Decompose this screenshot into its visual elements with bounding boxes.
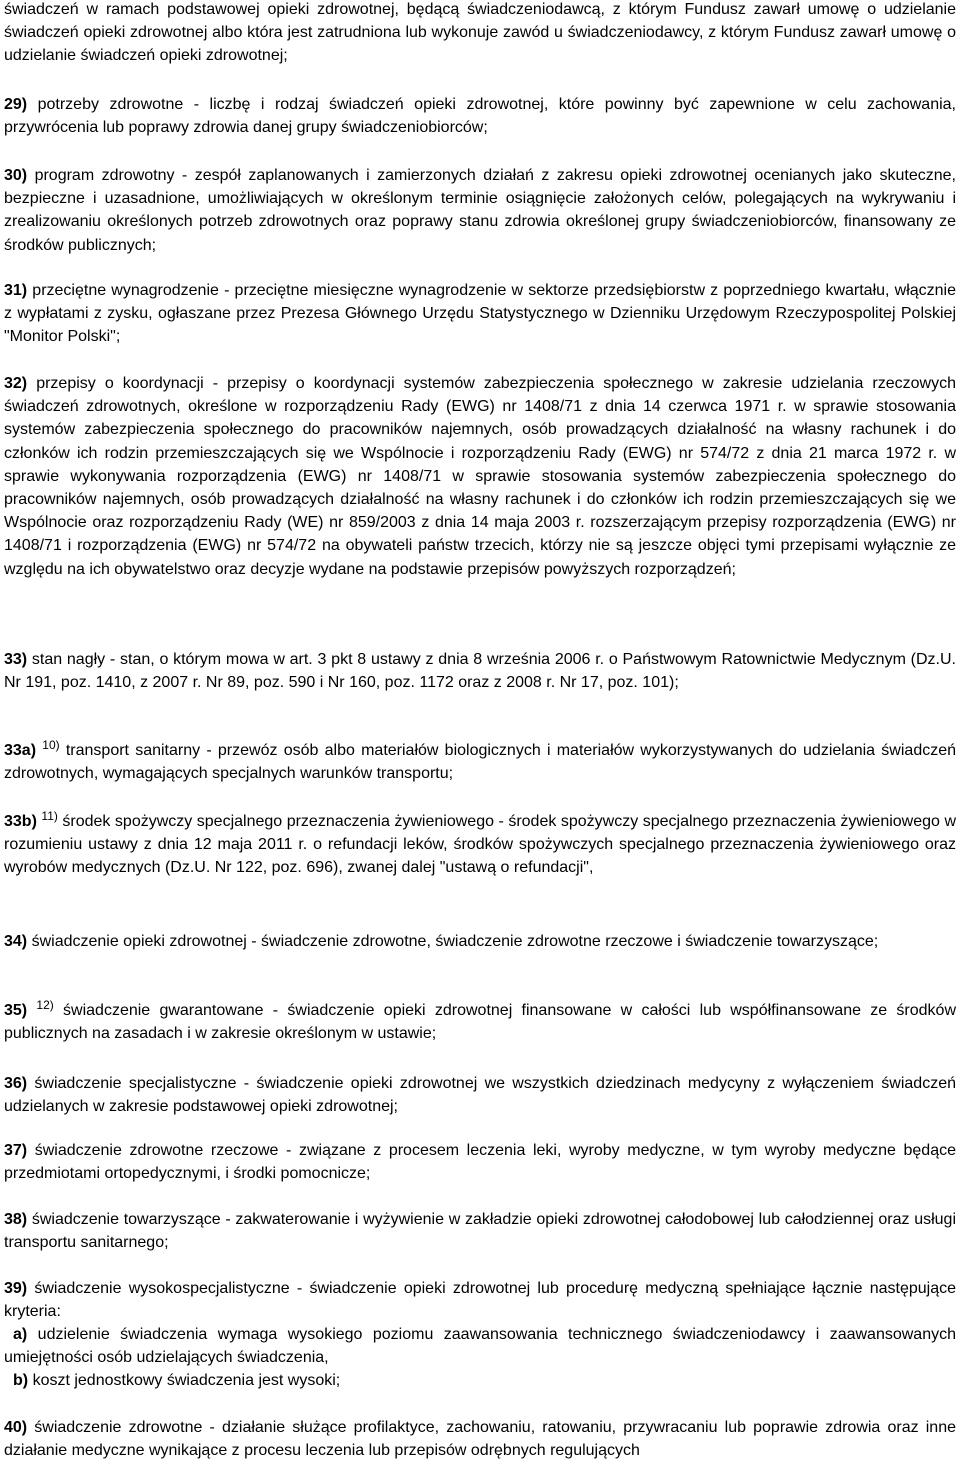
paragraph-intro: [4, 0, 956, 68]
item-number: 29): [4, 96, 28, 113]
paragraph-text: świadczeń w ramach podstawowej opieki zdrowotnej, będącą świadczeniodawcą, z którym Fundusz zawarł umowę o udzielanie świadczeń opieki zdrowotnej albo która jest zatrudniona lub wykonuje zawód u świadczeniodawcy, z którym Fundusz zawarł umowę o udzielanie świadczeń opieki zdrowotnej;: [4, 1, 956, 65]
item-number: 40): [4, 1419, 28, 1436]
paragraph-def-40: [4, 1416, 956, 1462]
paragraph-def-29: [4, 93, 956, 139]
paragraph-text: świadczenie opieki zdrowotnej - świadczenie zdrowotne, świadczenie zdrowotne rzeczowe i świadczenie towarzyszące;: [31, 933, 879, 950]
paragraph-text: świadczenie zdrowotne - działanie służące profilaktyce, zachowaniu, ratowaniu, przywracaniu lub poprawie zdrowia oraz inne działanie medyczne wynikające z procesu leczenia lub przepisów odrębnych regulujących: [4, 1419, 956, 1460]
paragraph-def-31: [4, 279, 956, 349]
paragraph-def-33b: [4, 810, 956, 880]
paragraph-def-38: [4, 1208, 956, 1254]
paragraph-text: program zdrowotny - zespół zaplanowanych i zamierzonych działań z zakresu opieki zdrowotnej ocenianych jako skuteczne, bezpieczne i uzasadnione, umożliwiających w określonym terminie osiągnięcie założonych celów, polegających na wykrywaniu i zrealizowaniu określonych potrzeb zdrowotnych oraz poprawy stanu zdrowia określonej grupy świadczeniobiorców, finansowany ze środków publicznych;: [4, 167, 956, 254]
paragraph-text: świadczenie gwarantowane - świadczenie opieki zdrowotnej finansowane w całości lub współfinansowane ze środków publicznych na zasadach i w zakresie określonym w ustawie;: [4, 1002, 957, 1043]
item-number: 37): [4, 1142, 28, 1159]
item-number: 35): [4, 1002, 28, 1019]
paragraph-text: świadczenie zdrowotne rzeczowe - związane z procesem leczenia leki, wyroby medyczne, w tym wyroby medyczne będące przedmiotami ortopedycznymi, i środki pomocnicze;: [4, 1142, 956, 1183]
paragraph-text: koszt jednostkowy świadczenia jest wysoki;: [32, 1372, 341, 1389]
paragraph-text: środek spożywczy specjalnego przeznaczenia żywieniowego - środek spożywczy specjalnego przeznaczenia żywieniowego w rozumieniu ustawy z dnia 12 maja 2011 r. o refundacji leków, środków spożywczych specjalnego przeznaczenia żywieniowego oraz wyrobów medycznych (Dz.U. Nr 122, poz. 696), zwanej dalej "ustawą o refundacji",: [4, 813, 956, 877]
paragraph-text: świadczenie specjalistyczne - świadczenie opieki zdrowotnej we wszystkich dziedzinach medycyny z wyłączeniem świadczeń udzielanych w zakresie podstawowej opieki zdrowotnej;: [4, 1075, 957, 1116]
paragraph-text: przeciętne wynagrodzenie - przeciętne miesięczne wynagrodzenie w sektorze przedsiębiorstw z poprzedniego kwartału, włącznie z wypłatami z zysku, ogłaszane przez Prezesa Głównego Urzędu Statystycznego w Dzienniku Urzędowym Rzeczypospolitej Polskiej "Monitor Polski";: [4, 282, 957, 346]
paragraph-def-37: [4, 1139, 956, 1185]
paragraph-def-39: [4, 1277, 956, 1323]
paragraph-def-39-b: [4, 1369, 956, 1392]
paragraph-text: stan nagły - stan, o którym mowa w art. 3 pkt 8 ustawy z dnia 8 września 2006 r. o Państwowym Ratownictwie Medycznym (Dz.U. Nr 191, poz. 1410, z 2007 r. Nr 89, poz. 590 i Nr 160, poz. 1172 oraz z 2008 r. Nr 17, poz. 101);: [4, 651, 956, 692]
paragraph-def-35: [4, 999, 956, 1045]
item-number: 30): [4, 167, 28, 184]
item-number: 31): [4, 282, 28, 299]
paragraph-def-33a: [4, 739, 956, 785]
item-number: 38): [4, 1211, 28, 1228]
paragraph-def-30: [4, 164, 956, 257]
footnote-marker: 11): [41, 809, 58, 823]
item-number: b): [13, 1372, 29, 1389]
paragraph-text: potrzeby zdrowotne - liczbę i rodzaj świadczeń opieki zdrowotnej, które powinny być zapewnione w celu zachowania, przywrócenia lub poprawy zdrowia danej grupy świadczeniobiorców;: [4, 96, 957, 137]
item-number: 34): [4, 933, 28, 950]
paragraph-def-32: [4, 372, 956, 581]
item-number: 33): [4, 651, 28, 668]
footnote-marker: 10): [42, 738, 60, 752]
paragraph-def-39-a: [4, 1323, 956, 1369]
paragraph-text: przepisy o koordynacji - przepisy o koordynacji systemów zabezpieczenia społecznego w zakresie udzielania rzeczowych świadczeń zdrowotnych, określone w rozporządzeniu Rady (EWG) nr 1408/71 z dnia 14 czerwca 1971 r. w sprawie stosowania systemów zabezpieczenia społecznego do pracowników najemnych, osób prowadzących działalność na własny rachunek i do członków ich rodzin przemieszczających się we Wspólnocie i rozporządzeniu Rady (EWG) nr 574/72 z dnia 21 marca 1972 r. w sprawie wykonywania rozporządzenia (EWG) nr 1408/71 w sprawie stosowania systemów zabezpieczenia społecznego do pracowników najemnych, osób prowadzących działalność na własny rachunek i do członków ich rodzin przemieszczających się we Wspólnocie oraz rozporządzeniu Rady (WE) nr 859/2003 z dnia 14 maja 2003 r. rozszerzającym przepisy rozporządzenia (EWG) nr 1408/71 i rozporządzenia (EWG) nr 574/72 na obywateli państw trzecich, którzy nie są jeszcze objęci tymi przepisami wyłącznie ze względu na ich obywatelstwo oraz decyzje wydane na podstawie przepisów powyższych rozporządzeń;: [4, 375, 956, 578]
item-number: 32): [4, 375, 28, 392]
item-number: a): [13, 1326, 28, 1343]
paragraph-def-33: [4, 648, 956, 694]
item-number: 33a): [4, 742, 37, 759]
paragraph-def-34: [4, 930, 956, 953]
paragraph-text: transport sanitarny - przewóz osób albo materiałów biologicznych i materiałów wykorzystywanych do udzielania świadczeń zdrowotnych, wymagających specjalnych warunków transportu;: [4, 742, 957, 783]
paragraph-text: świadczenie towarzyszące - zakwaterowanie i wyżywienie w zakładzie opieki zdrowotnej całodobowej lub całodziennej oraz usługi transportu sanitarnego;: [4, 1211, 956, 1252]
item-number: 39): [4, 1280, 28, 1297]
item-number: 36): [4, 1075, 28, 1092]
item-number: 33b): [4, 813, 37, 830]
paragraph-def-36: [4, 1072, 956, 1118]
paragraph-text: świadczenie wysokospecjalistyczne - świadczenie opieki zdrowotnej lub procedurę medyczną spełniające łącznie następujące kryteria:: [4, 1280, 956, 1321]
footnote-marker: 12): [36, 998, 54, 1012]
paragraph-text: udzielenie świadczenia wymaga wysokiego poziomu zaawansowania technicznego świadczeniodawcy i zaawansowanych umiejętności osób udzielających świadczenia,: [4, 1326, 956, 1367]
